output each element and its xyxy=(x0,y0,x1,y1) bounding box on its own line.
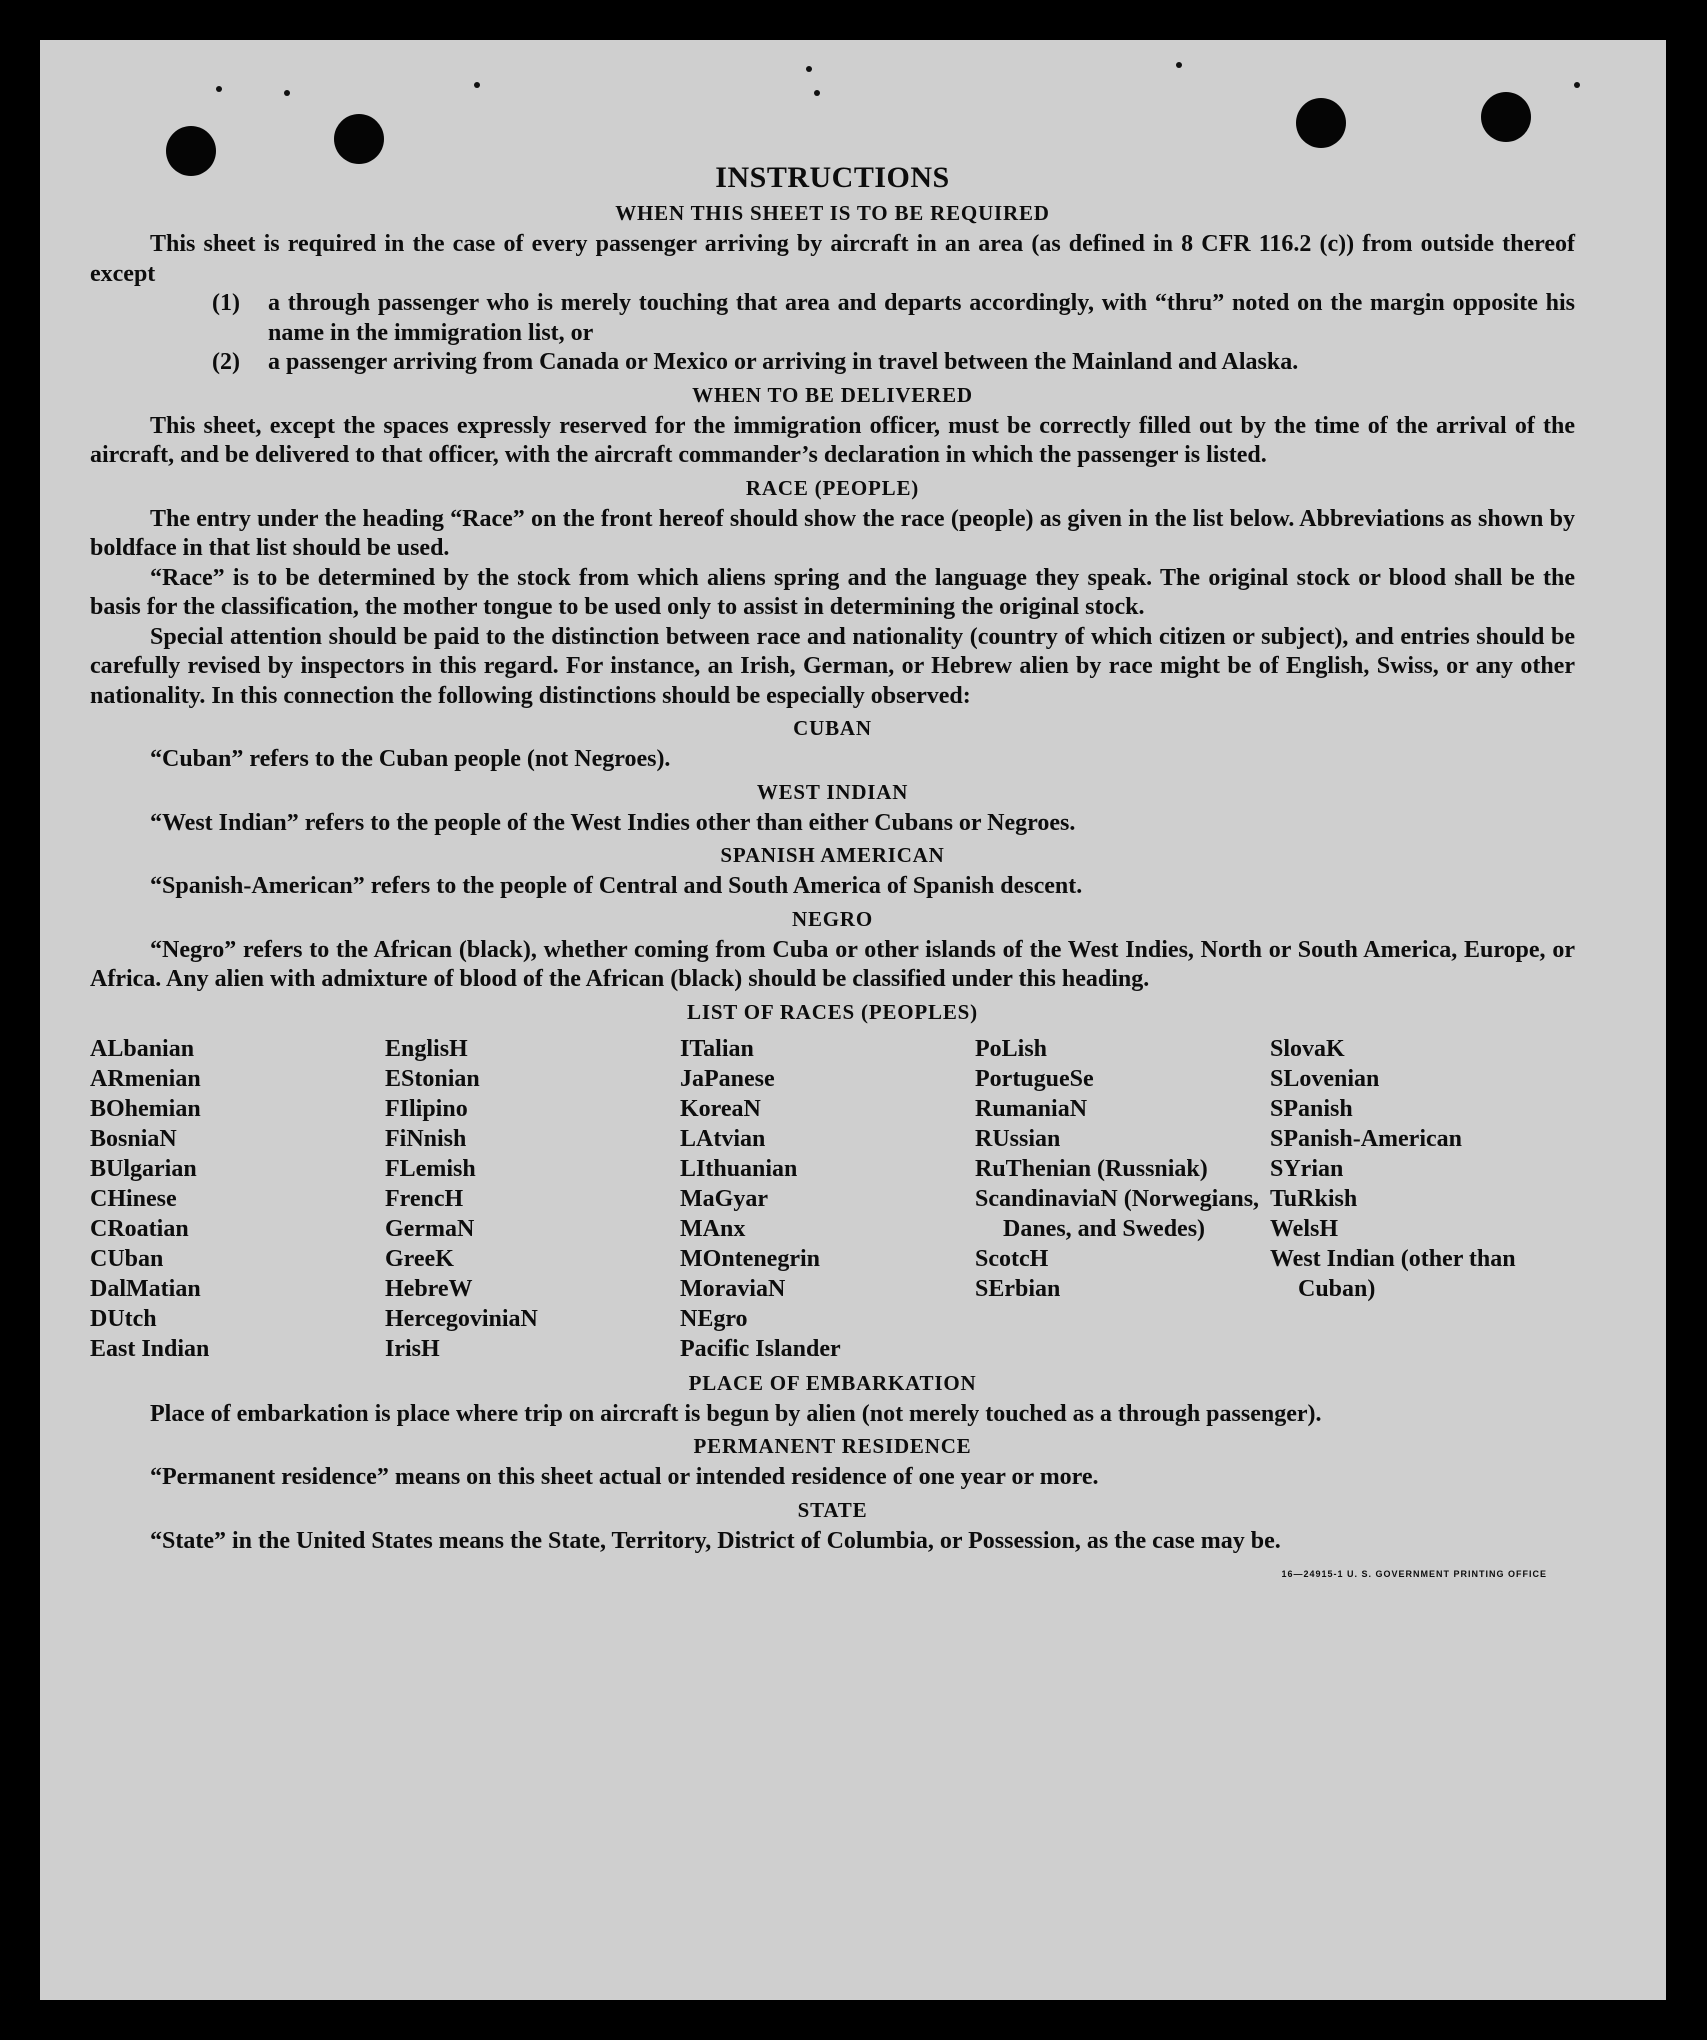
required-intro: This sheet is required in the case of every passenger arriving by aircraft in an area (as defined in 8 CFR 116.2 (c)) from outside thereof except xyxy=(90,231,1575,287)
races-column xyxy=(90,1034,385,1364)
race-entry: Pacific Islander xyxy=(680,1335,841,1362)
residence-text: “Permanent residence” means on this sheet actual or intended residence of one year or more. xyxy=(150,1464,1099,1490)
spanish-american-text: “Spanish-American” refers to the people of Central and South America of Spanish descent. xyxy=(150,873,1083,899)
race-entry: FLemish xyxy=(385,1155,476,1182)
exception-text: a passenger arriving from Canada or Mexico or arriving in travel between the Mainland and Alaska. xyxy=(268,349,1299,375)
heading-negro: NEGRO xyxy=(791,906,873,931)
instructions-text xyxy=(90,160,1575,1590)
race-entry: RuThenian (Russniak) xyxy=(975,1155,1208,1182)
race-entry: MaGyar xyxy=(680,1185,768,1212)
race-paragraph: The entry under the heading “Race” on the front hereof should show the race (people) as given in the list below. Abbreviations as shown by boldface in that list should be used. xyxy=(90,505,1575,561)
race-entry: IrisH xyxy=(385,1335,440,1362)
race-entry: FiNnish xyxy=(385,1125,467,1152)
races-column xyxy=(975,1034,1270,1364)
exception-text: a through passenger who is merely touching that area and departs accordingly, with “thru” noted on the margin opposite his name in the immigration list, or xyxy=(268,290,1575,346)
race-entry: HercegoviniaN xyxy=(385,1305,538,1332)
ink-speck xyxy=(814,90,820,96)
race-entry: BUlgarian xyxy=(90,1155,197,1182)
heading-embarkation: PLACE OF EMBARKATION xyxy=(688,1370,977,1395)
race-entry: ALbanian xyxy=(90,1035,195,1062)
heading-west-indian: WEST INDIAN xyxy=(756,779,909,804)
ink-speck xyxy=(1574,82,1580,88)
race-entry: ScotcH xyxy=(975,1245,1049,1272)
race-entry: RUssian xyxy=(975,1125,1061,1152)
races-column xyxy=(680,1034,975,1364)
races-column xyxy=(385,1034,680,1364)
heading-race: RACE (PEOPLE) xyxy=(745,475,920,500)
negro-text: “Negro” refers to the African (black), whether coming from Cuba or other islands of the West Indies, North or South America, Europe, or Africa. Any alien with admixture of blood of the African (black) should be classified under this heading. xyxy=(90,936,1575,992)
ink-speck xyxy=(806,66,812,72)
race-entry: ScandinaviaN (Norwegians, Danes, and Swedes) xyxy=(975,1185,1260,1242)
heading-cuban: CUBAN xyxy=(793,716,872,740)
race-entry: DUtch xyxy=(90,1305,157,1332)
ink-speck xyxy=(474,82,480,88)
heading-list-of-races: LIST OF RACES (PEOPLES) xyxy=(687,999,978,1024)
exception-number: (1) xyxy=(212,290,240,316)
race-entry: CRoatian xyxy=(90,1215,189,1242)
race-entry: KoreaN xyxy=(680,1095,761,1122)
ink-speck xyxy=(284,90,290,96)
race-entry: CHinese xyxy=(90,1185,177,1212)
race-entry: HebreW xyxy=(385,1275,473,1302)
race-entry: JaPanese xyxy=(680,1065,775,1092)
race-entry: EStonian xyxy=(385,1065,480,1092)
race-entry: MAnx xyxy=(680,1215,746,1242)
exception-item xyxy=(212,348,1575,378)
race-entry: SYrian xyxy=(1270,1155,1344,1182)
punch-hole xyxy=(334,114,384,164)
exception-number: (2) xyxy=(212,349,240,375)
exception-item xyxy=(212,289,1575,348)
race-entry: SErbian xyxy=(975,1275,1061,1302)
race-entry: GreeK xyxy=(385,1245,454,1272)
print-code: 16—24915-1 U. S. GOVERNMENT PRINTING OFFICE xyxy=(1281,1569,1547,1579)
race-entry: West Indian (other than Cuban) xyxy=(1270,1245,1516,1302)
race-entry: MoraviaN xyxy=(680,1275,786,1302)
race-entry: FIlipino xyxy=(385,1095,468,1122)
delivered-text: This sheet, except the spaces expressly reserved for the immigration officer, must be correctly filled out by the time of the arrival of the aircraft, and be delivered to that officer, with the aircraft commander’s declaration in which the passenger is listed. xyxy=(90,412,1575,468)
punch-hole xyxy=(1481,92,1531,142)
page-title: INSTRUCTIONS xyxy=(715,161,950,194)
heading-required: WHEN THIS SHEET IS TO BE REQUIRED xyxy=(615,201,1050,225)
heading-spanish-american: SPANISH AMERICAN xyxy=(720,843,945,867)
state-and-footer xyxy=(90,1527,1575,1557)
race-paragraph: Special attention should be paid to the distinction between race and nationality (country of which citizen or subject), and entries should be carefully revised by inspectors in this regard. For instance, an Irish, German, or Hebrew alien by race might be of English, Swiss, or any other nationality. In this connection the following distinctions should be especially observed: xyxy=(90,623,1575,709)
race-entry: BOhemian xyxy=(90,1095,201,1122)
races-list xyxy=(90,1034,1575,1364)
ink-speck xyxy=(1176,62,1182,68)
race-entry: SlovaK xyxy=(1270,1035,1345,1062)
state-text: “State” in the United States means the State, Territory, District of Columbia, or Possession, as the case may be. xyxy=(150,1527,1281,1554)
race-entry: LIthuanian xyxy=(680,1155,798,1182)
heading-delivered: WHEN TO BE DELIVERED xyxy=(692,382,973,407)
race-entry: BosniaN xyxy=(90,1125,177,1152)
race-entry: MOntenegrin xyxy=(680,1245,820,1272)
west-indian-text: “West Indian” refers to the people of the West Indies other than either Cubans or Negroes. xyxy=(150,809,1076,836)
embarkation-text: Place of embarkation is place where trip on aircraft is begun by alien (not merely touched as a through passenger). xyxy=(150,1400,1322,1427)
cuban-text: “Cuban” refers to the Cuban people (not Negroes). xyxy=(150,746,671,772)
race-entry: SPanish xyxy=(1270,1095,1353,1122)
race-entry: NEgro xyxy=(680,1305,748,1332)
race-entry: PortugueSe xyxy=(975,1065,1094,1092)
races-column xyxy=(1270,1034,1565,1364)
heading-permanent-residence: PERMANENT RESIDENCE xyxy=(693,1434,972,1458)
race-entry: CUban xyxy=(90,1245,164,1272)
heading-state: STATE xyxy=(797,1497,868,1522)
ink-speck xyxy=(216,86,222,92)
document-page xyxy=(40,40,1666,2000)
race-entry: EnglisH xyxy=(385,1035,468,1062)
race-paragraph: “Race” is to be determined by the stock from which aliens spring and the language they speak. The original stock or blood shall be the basis for the classification, the mother tongue to be used only to assist in determining the original stock. xyxy=(90,564,1575,620)
race-entry: LAtvian xyxy=(680,1125,766,1152)
footer xyxy=(90,1556,1575,1590)
race-entry: East Indian xyxy=(90,1335,210,1362)
race-entry: ITalian xyxy=(680,1035,754,1062)
race-entry: PoLish xyxy=(975,1035,1048,1062)
race-entry: WelsH xyxy=(1270,1215,1339,1242)
race-entry: SLovenian xyxy=(1270,1065,1380,1092)
race-entry: RumaniaN xyxy=(975,1095,1088,1122)
punch-hole xyxy=(1296,98,1346,148)
race-entry: FrencH xyxy=(385,1185,464,1212)
race-entry: SPanish-American xyxy=(1270,1125,1462,1152)
race-entry: TuRkish xyxy=(1270,1185,1358,1212)
race-entry: GermaN xyxy=(385,1215,475,1242)
race-entry: DalMatian xyxy=(90,1275,201,1302)
race-entry: ARmenian xyxy=(90,1065,201,1092)
